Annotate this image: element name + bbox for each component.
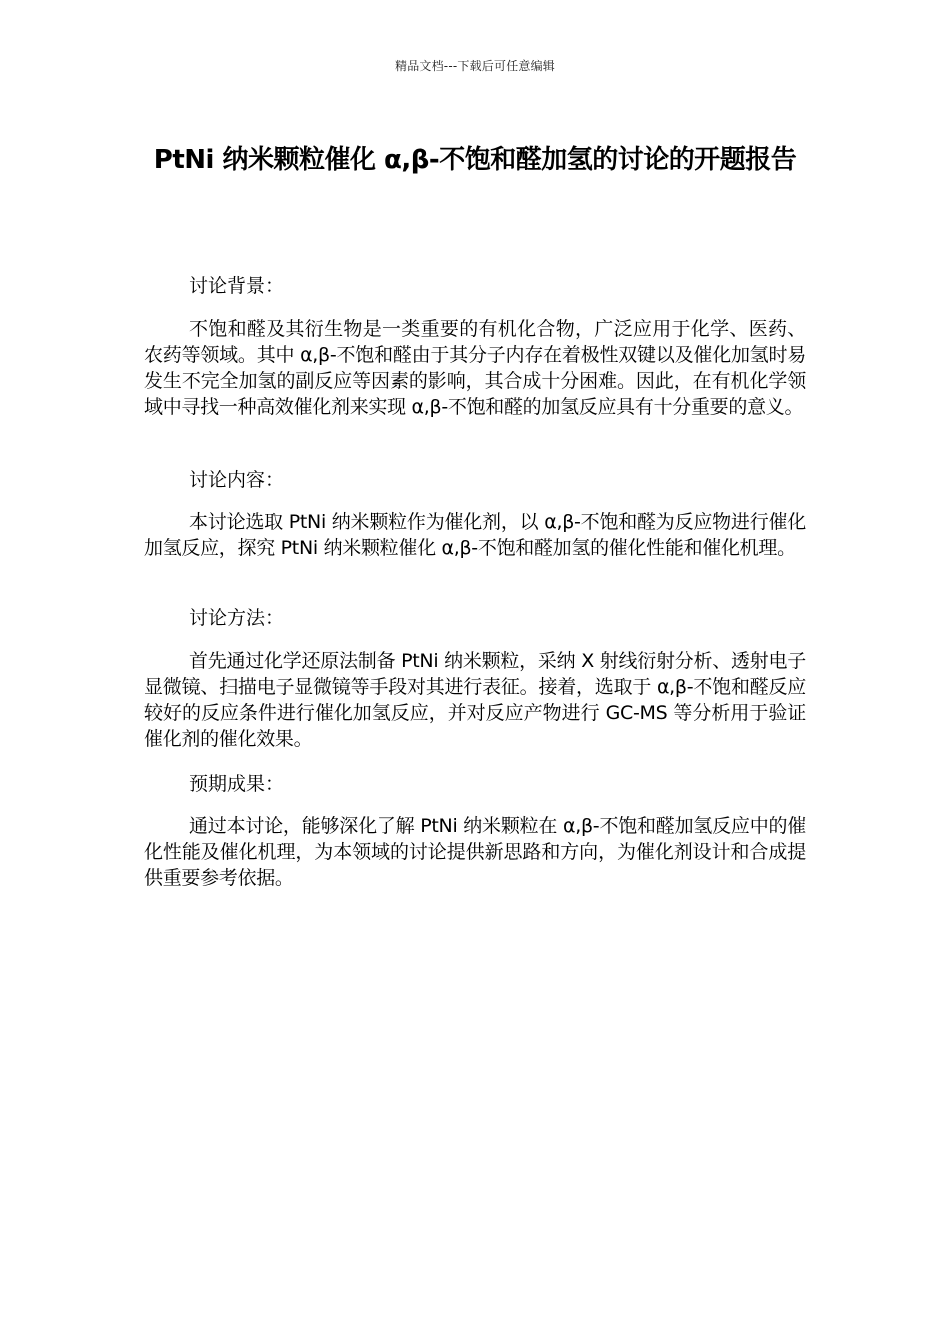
paragraph: 首先通过化学还原法制备 PtNi 纳米颗粒，采纳 X 射线衍射分析、透射电子显微镜、扫描电子显微镜等手段对其进行表征。接着，选取于 α,β-不饱和醛反应较好的反应条件进行催化加氢反应，并对反应产物进行 GC-MS 等分析用于验证催化剂的催化效果。 (144, 650, 806, 750)
paragraph: 通过本讨论，能够深化了解 PtNi 纳米颗粒在 α,β-不饱和醛加氢反应中的催化性能及催化机理，为本领域的讨论提供新思路和方向，为催化剂设计和合成提供重要参考依据。 (144, 815, 806, 889)
section-body-content (144, 509, 806, 561)
section-heading-content: 讨论内容： (189, 469, 285, 491)
page-header: 精品文档---下载后可任意编辑 (395, 59, 555, 73)
section-body-outcome (144, 813, 806, 891)
section-heading-background: 讨论背景： (189, 275, 285, 297)
section-body-method (144, 648, 806, 752)
section-body-background (144, 316, 806, 420)
section-heading-outcome: 预期成果： (189, 773, 285, 795)
section-heading-method: 讨论方法： (189, 607, 285, 629)
document-title: PtNi 纳米颗粒催化 α,β-不饱和醛加氢的讨论的开题报告 (153, 145, 797, 175)
paragraph: 不饱和醛及其衍生物是一类重要的有机化合物，广泛应用于化学、医药、农药等领域。其中 α,β-不饱和醛由于其分子内存在着极性双键以及催化加氢时易发生不完全加氢的副反应等因素的影响，其合成十分困难。因此，在有机化学领域中寻找一种高效催化剂来实现 α,β-不饱和醛的加氢反应具有十分重要的意义。 (144, 318, 806, 418)
paragraph: 本讨论选取 PtNi 纳米颗粒作为催化剂，以 α,β-不饱和醛为反应物进行催化加氢反应，探究 PtNi 纳米颗粒催化 α,β-不饱和醛加氢的催化性能和催化机理。 (144, 511, 806, 559)
